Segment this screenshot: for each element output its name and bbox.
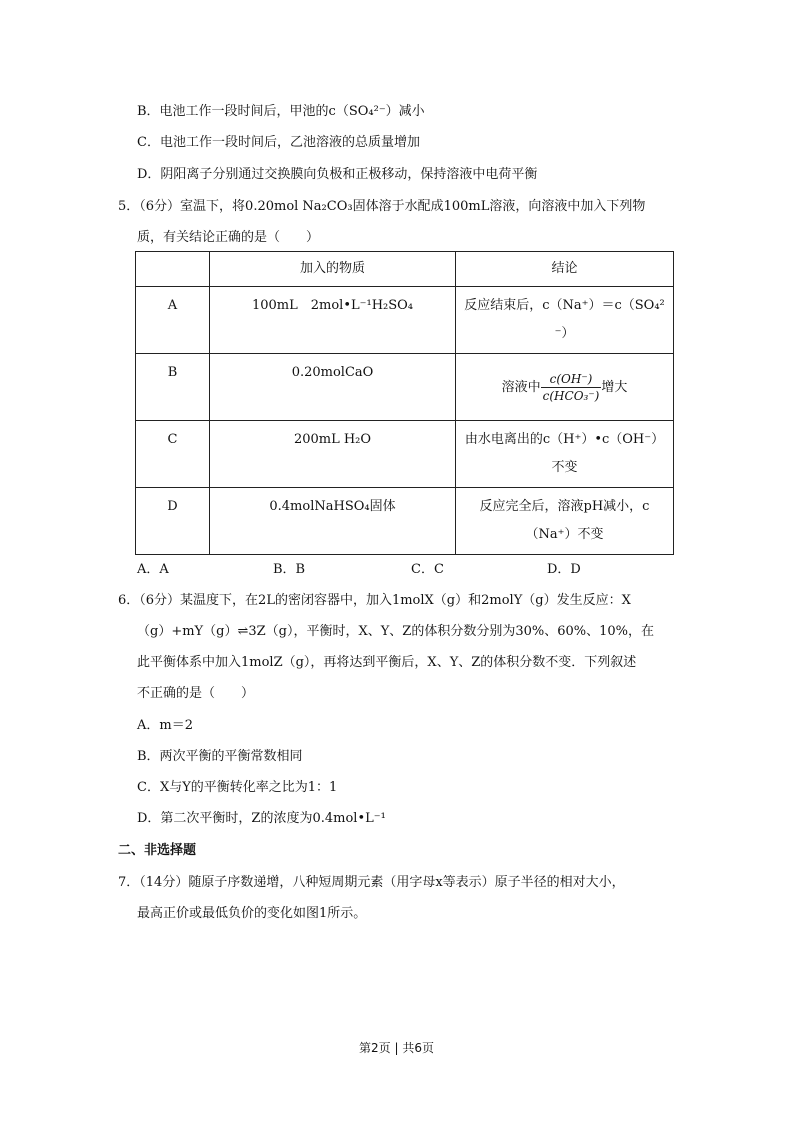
table-header-conclusion: 结论 [456, 252, 674, 287]
conclusion-line: 由水电离出的c（H⁺）•c（OH⁻） [464, 432, 665, 447]
q6-option-b: B．两次平衡的平衡常数相同 [137, 749, 303, 764]
q4-option-d: D．阴阳离子分别通过交换膜向负极和正极移动，保持溶液中电荷平衡 [137, 167, 538, 182]
row-substance: 0.4molNaHSO₄固体 [210, 488, 456, 555]
q5-choice-d: D．D [547, 562, 581, 577]
q5-stem-line1: 5．（6分）室温下，将0.20mol Na₂CO₃固体溶于水配成100mL溶液，向溶液中加入下列物 [118, 199, 646, 214]
table-header-blank [136, 252, 210, 287]
row-conclusion [456, 421, 674, 488]
row-label: D [136, 488, 210, 555]
row-substance: 100mL 2mol•L⁻¹H₂SO₄ [210, 287, 456, 354]
row-conclusion [456, 354, 674, 421]
row-label: A [136, 287, 210, 354]
row-label: C [136, 421, 210, 488]
q5-options-table [135, 251, 674, 555]
q6-option-a: A．m＝2 [137, 718, 193, 733]
q6-stem-line1: 6．（6分）某温度下，在2L的密闭容器中，加入1molX（g）和2molY（g）发生反应：X [118, 593, 631, 608]
section-heading: 二、非选择题 [118, 843, 197, 858]
conclusion-line: 反应结束后，c（Na⁺）＝c（SO₄² [464, 298, 665, 313]
conclusion-suffix: 增大 [601, 379, 628, 395]
q5-choice-a: A．A [137, 562, 169, 577]
q7-stem-line1: 7．（14分）随原子序数递增，八种短周期元素（用字母x等表示）原子半径的相对大小， [118, 875, 625, 890]
fraction [541, 371, 602, 404]
conclusion-prefix: 溶液中 [501, 379, 541, 395]
q6-stem-line4: 不正确的是（ ） [137, 686, 255, 701]
page-footer: 第2页 | 共6页 [359, 1041, 434, 1055]
conclusion-line: 不变 [551, 460, 578, 475]
fraction-numerator: c(OH⁻) [541, 371, 602, 388]
row-substance: 200mL H₂O [210, 421, 456, 488]
fraction-denominator: c(HCO₃⁻) [542, 388, 600, 403]
table-row [136, 287, 674, 354]
q6-option-d: D．第二次平衡时，Z的浓度为0.4mol•L⁻¹ [137, 811, 386, 826]
q5-choice-c: C．C [411, 562, 444, 577]
row-substance: 0.20molCaO [210, 354, 456, 421]
table-header-substance: 加入的物质 [210, 252, 456, 287]
q4-option-c: C．电池工作一段时间后，乙池溶液的总质量增加 [137, 135, 420, 150]
conclusion-line: （Na⁺）不变 [525, 527, 604, 542]
q5-stem-line2: 质，有关结论正确的是（ ） [137, 230, 320, 245]
table-row [136, 354, 674, 421]
table-header-row [136, 252, 674, 287]
q6-option-c: C．X与Y的平衡转化率之比为1：1 [137, 780, 338, 795]
row-conclusion [456, 287, 674, 354]
row-label: B [136, 354, 210, 421]
conclusion-line: 反应完全后，溶液pH减小，c [479, 499, 650, 514]
row-conclusion [456, 488, 674, 555]
q7-stem-line2: 最高正价或最低负价的变化如图1所示。 [137, 906, 367, 921]
q4-option-b: B．电池工作一段时间后，甲池的c（SO₄²⁻）减小 [137, 104, 425, 119]
table-row [136, 421, 674, 488]
q6-stem-line2: （g）+mY（g）⇌3Z（g），平衡时，X、Y、Z的体积分数分别为30%、60%、10%，在 [137, 624, 655, 639]
q5-choice-b: B．B [273, 562, 306, 577]
q6-stem-line3: 此平衡体系中加入1molZ（g），再将达到平衡后，X、Y、Z的体积分数不变．下列叙述 [137, 655, 637, 670]
table-row [136, 488, 674, 555]
conclusion-line: ⁻） [554, 326, 575, 341]
